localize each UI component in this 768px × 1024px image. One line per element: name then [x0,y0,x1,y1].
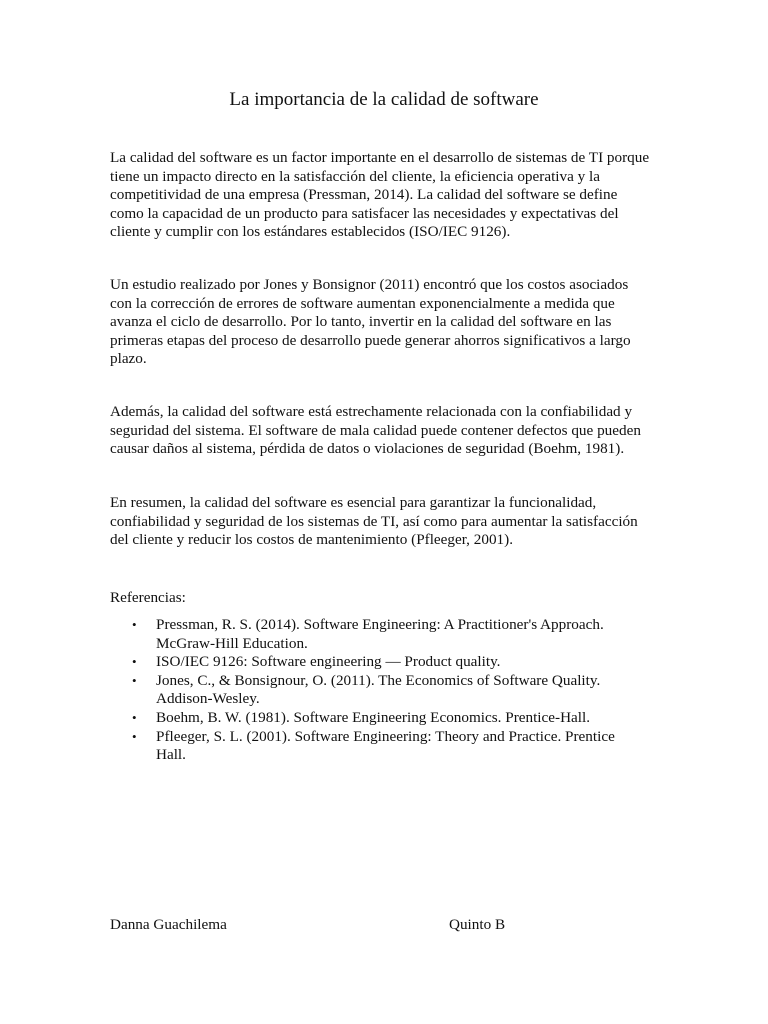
reference-item [110,672,640,709]
paragraph-reliability: Además, la calidad del software está estrechamente relacionada con la confiabilidad y seguridad del sistema. El software de mala calidad puede contener defectos que pueden causar daños al sistema, pérdida de datos o violaciones de seguridad (Boehm, 1981). [110,403,641,458]
footer-author: Danna Guachilema [110,916,227,933]
document-title: La importancia de la calidad de software [229,89,539,110]
reference-text: Boehm, B. W. (1981). Software Engineering Economics. Prentice-Hall. [156,708,591,726]
reference-text: Pfleeger, S. L. (2001). Software Engineering: Theory and Practice. Prentice Hall. [156,727,615,764]
paragraph-summary: En resumen, la calidad del software es esencial para garantizar la funcionalidad, confiabilidad y seguridad de los sistemas de TI, así como para aumentar la satisfacción del cliente y reducir los costos de mantenimiento (Pfleeger, 2001). [110,494,638,549]
reference-item [110,728,640,765]
references-list [110,616,640,765]
paragraph-study: Un estudio realizado por Jones y Bonsignor (2011) encontró que los costos asociados con la corrección de errores de software aumentan exponencialmente a medida que avanza el ciclo de desarrollo. Por lo tanto, invertir en la calidad del software en las primeras etapas del proceso de desarrollo puede generar ahorros significativos a largo plazo. [110,276,631,368]
reference-item [110,653,640,672]
reference-text: Pressman, R. S. (2014). Software Engineering: A Practitioner's Approach. McGraw-Hill Education. [156,616,604,652]
bullet-icon: • [132,672,137,688]
bullet-icon: • [132,728,137,744]
bullet-icon: • [132,709,137,725]
reference-text: Jones, C., & Bonsignour, O. (2011). The Economics of Software Quality. Addison-Wesley. [156,671,601,708]
bullet-icon: • [132,617,137,632]
reference-item [110,709,640,728]
bullet-icon: • [132,654,137,670]
paragraph-intro: La calidad del software es un factor importante en el desarrollo de sistemas de TI porque tiene un impacto directo en la satisfacción del cliente, la eficiencia operativa y la competitividad de una empresa (Pressman, 2014). La calidad del software se define como la capacidad de un producto para satisfacer las necesidades y expectativas del cliente y cumplir con los estándares establecidos (ISO/IEC 9126). [110,149,650,241]
references-heading: Referencias: [110,589,186,606]
reference-text: ISO/IEC 9126: Software engineering — Product quality. [156,653,501,671]
reference-item [110,616,640,653]
footer-group: Quinto B [449,916,506,933]
